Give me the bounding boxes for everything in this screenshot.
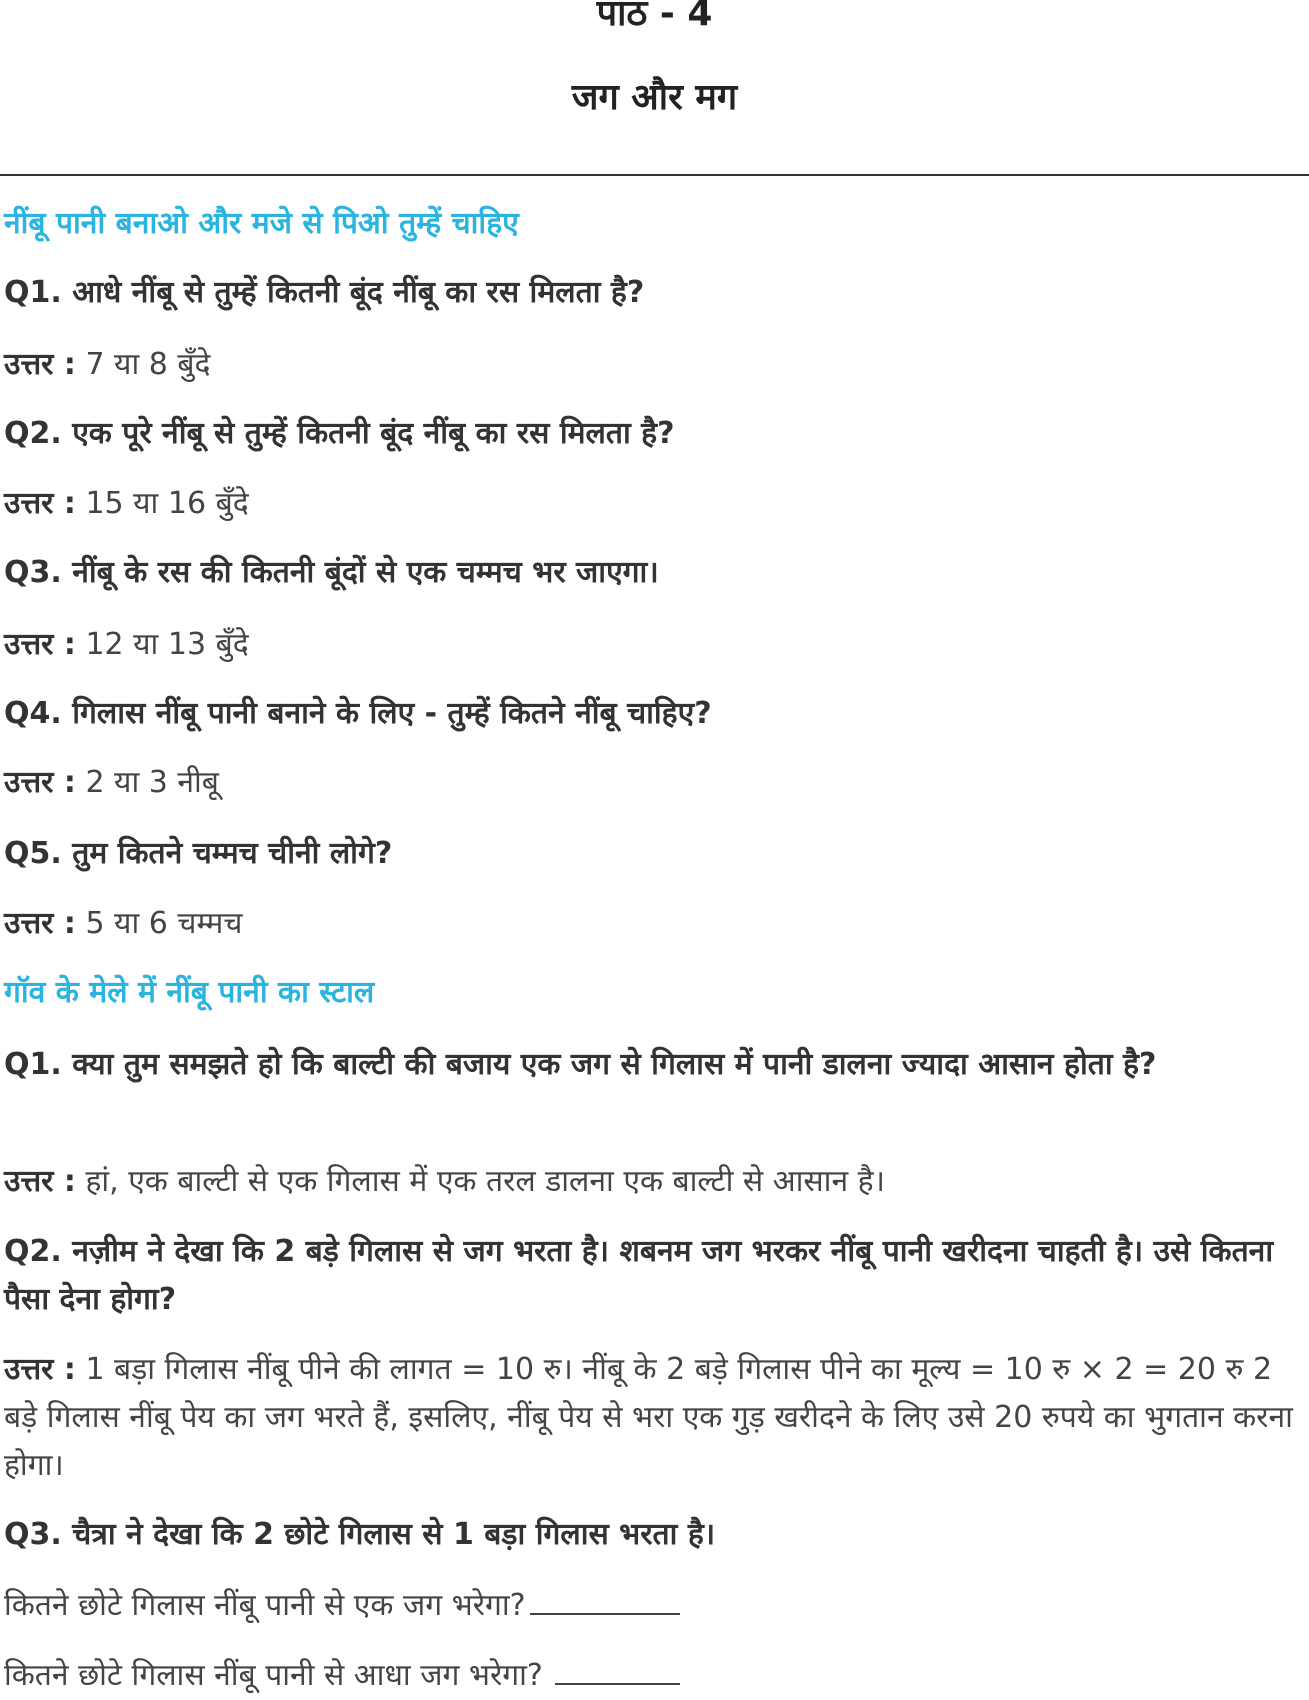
answer-text: हां, एक बाल्टी से एक गिलास में एक तरल डालना एक बाल्टी से आसान है। bbox=[85, 1164, 885, 1199]
question: Q2. एक पूरे नींबू से तुम्हें कितनी बूंद नींबू का रस मिलता है? bbox=[4, 416, 675, 451]
answer-text: 7 या 8 बुँदे bbox=[85, 347, 211, 382]
sub-question-text: कितने छोटे गिलास नींबू पानी से आधा जग भरेगा? bbox=[4, 1658, 543, 1693]
answer-label: उत्तर : bbox=[4, 765, 76, 800]
section-heading: गॉव के मेले में नींबू पानी का स्टाल bbox=[4, 975, 375, 1010]
answer-label: उत्तर : bbox=[4, 486, 76, 521]
question: Q3. चैत्रा ने देखा कि 2 छोटे गिलास से 1 बड़ा गिलास भरता है। bbox=[4, 1517, 716, 1552]
answer bbox=[4, 900, 1299, 948]
answer-text: 2 या 3 नीबू bbox=[85, 765, 219, 800]
answer bbox=[4, 759, 1299, 807]
answer-blank[interactable] bbox=[555, 1653, 680, 1685]
answer-text: 1 बड़ा गिलास नींबू पीने की लागत = 10 रु। नींबू के 2 बड़े गिलास पीने का मूल्य = 10 रु × 2 = 20 रु 2 बड़े गिलास नींबू पेय का जग भरते हैं, इसलिए, नींबू पेय से भरा एक गुड़ खरीदने के लिए उसे 20 रुपये का भुगतान करना होगा। bbox=[4, 1352, 1293, 1483]
answer-label: उत्तर : bbox=[4, 1352, 76, 1387]
answer-text: 12 या 13 बुँदे bbox=[85, 627, 249, 662]
answer-label: उत्तर : bbox=[4, 906, 76, 941]
question: Q1. आधे नींबू से तुम्हें कितनी बूंद नींबू का रस मिलता है? bbox=[4, 275, 645, 310]
sub-question-text: कितने छोटे गिलास नींबू पानी से एक जग भरेगा? bbox=[4, 1588, 526, 1623]
answer-label: उत्तर : bbox=[4, 1164, 76, 1199]
question: Q4. गिलास नींबू पानी बनाने के लिए - तुम्हें कितने नींबू चाहिए? bbox=[4, 696, 712, 731]
answer bbox=[4, 480, 1299, 528]
answer bbox=[4, 1158, 1299, 1206]
lesson-number: पाठ - 4 bbox=[596, 0, 713, 34]
answer bbox=[4, 621, 1299, 669]
answer-label: उत्तर : bbox=[4, 347, 76, 382]
question: Q2. नज़ीम ने देखा कि 2 बड़े गिलास से जग भरता है। शबनम जग भरकर नींबू पानी खरीदना चाहती है। उसे कितना पैसा देना होगा? bbox=[4, 1234, 1274, 1317]
answer bbox=[4, 1346, 1299, 1490]
page-title: जग और मग bbox=[571, 77, 738, 118]
section-heading: नींबू पानी बनाओ और मजे से पिओ तुम्हें चाहिए bbox=[4, 206, 519, 241]
question: Q5. तुम कितने चम्मच चीनी लोगे? bbox=[4, 836, 393, 871]
answer-label: उत्तर : bbox=[4, 627, 76, 662]
divider bbox=[0, 174, 1309, 176]
answer-text: 15 या 16 बुँदे bbox=[85, 486, 249, 521]
answer bbox=[4, 341, 1299, 389]
sub-question bbox=[4, 1582, 1299, 1630]
answer-text: 5 या 6 चम्मच bbox=[85, 906, 243, 941]
question: Q1. क्या तुम समझते हो कि बाल्टी की बजाय एक जग से गिलास में पानी डालना ज्यादा आसान होता है? bbox=[4, 1047, 1157, 1082]
question: Q3. नींबू के रस की कितनी बूंदों से एक चम्मच भर जाएगा। bbox=[4, 555, 659, 590]
sub-question bbox=[4, 1652, 1299, 1700]
answer-blank[interactable] bbox=[530, 1583, 680, 1615]
